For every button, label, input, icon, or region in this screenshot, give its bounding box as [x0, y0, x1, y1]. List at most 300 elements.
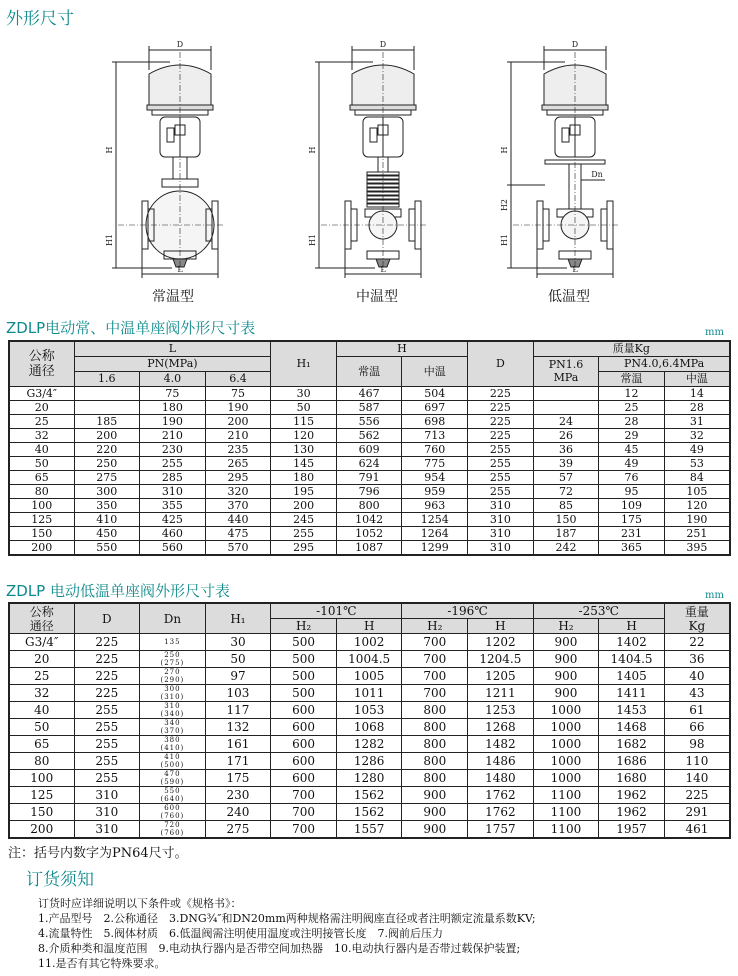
- table-cell: 1282: [336, 736, 402, 753]
- table-cell: 251: [664, 526, 730, 540]
- table-cell: 1253: [468, 702, 534, 719]
- table-row: [9, 787, 730, 804]
- table-cell: [140, 821, 206, 839]
- table-cell: 698: [402, 414, 468, 428]
- table-cell: 98: [664, 736, 730, 753]
- table-cell: 65: [9, 736, 74, 753]
- dn-value: 340: [164, 719, 181, 727]
- table-cell: 50: [9, 719, 74, 736]
- table-cell: 370: [205, 498, 271, 512]
- caption-normal: 常温型: [152, 289, 194, 305]
- table-cell: 1204.5: [468, 651, 534, 668]
- table-cell: 100: [9, 770, 74, 787]
- dn-pn64-value: (340): [160, 710, 185, 718]
- table-cell: 713: [402, 428, 468, 442]
- table-cell: 125: [9, 787, 74, 804]
- table-cell: 550: [74, 540, 140, 555]
- table-cell: 150: [9, 804, 74, 821]
- table-row: [9, 702, 730, 719]
- table-cell: 85: [533, 498, 599, 512]
- col-H-196: H: [468, 619, 534, 634]
- dn-pn64-value: (290): [160, 676, 185, 684]
- table-cell: 1405: [599, 668, 665, 685]
- svg-text:D: D: [379, 40, 387, 49]
- svg-text:D: D: [176, 40, 184, 49]
- table-cell: 210: [205, 428, 271, 442]
- order-notice-title: 订货须知: [26, 870, 94, 890]
- dn-pn64-value: (500): [160, 761, 185, 769]
- table-cell: 84: [664, 470, 730, 484]
- table-cell: 190: [140, 414, 206, 428]
- dn-value: 550: [164, 787, 181, 795]
- table-cell: 195: [271, 484, 337, 498]
- table-cell: 587: [336, 400, 402, 414]
- valve-drawing-2: [500, 40, 619, 278]
- table-cell: 36: [533, 442, 599, 456]
- table-cell: 500: [271, 668, 337, 685]
- table2-unit: mm: [705, 590, 724, 601]
- col-H1: H₁: [271, 341, 337, 386]
- table-cell: 49: [599, 456, 665, 470]
- table-cell: 230: [205, 787, 271, 804]
- table-cell: 1068: [336, 719, 402, 736]
- table-cell: 600: [271, 736, 337, 753]
- table-cell: 171: [205, 753, 271, 770]
- table-cell: 900: [402, 821, 468, 839]
- table-cell: 120: [271, 428, 337, 442]
- dn-pn64-value: (410): [160, 744, 185, 752]
- table-cell: 130: [271, 442, 337, 456]
- table-cell: 1557: [336, 821, 402, 839]
- table-cell: 500: [271, 634, 337, 651]
- table-cell: 700: [402, 651, 468, 668]
- table-cell: 175: [599, 512, 665, 526]
- dn-pn64-value: (590): [160, 778, 185, 786]
- dn-value: 380: [164, 736, 181, 744]
- table-cell: 29: [599, 428, 665, 442]
- table-cell: 30: [205, 634, 271, 651]
- table-cell: 1052: [336, 526, 402, 540]
- table-cell: 1000: [533, 719, 599, 736]
- table-row: [9, 753, 730, 770]
- table-cell: 760: [402, 442, 468, 456]
- table-cell: 900: [402, 787, 468, 804]
- col-H2-101: H₂: [271, 619, 337, 634]
- table-cell: 1562: [336, 787, 402, 804]
- svg-text:L: L: [572, 265, 578, 274]
- table-cell: 57: [533, 470, 599, 484]
- table-cell: 250: [74, 456, 140, 470]
- table-cell: 40: [9, 442, 74, 456]
- table-cell: 145: [271, 456, 337, 470]
- table-cell: 225: [74, 651, 140, 668]
- order-notice: [38, 896, 536, 971]
- order-line: 4.流量特性 5.阀体材质 6.低温阀需注明使用温度或注明接管长度 7.阀前后压力: [38, 927, 443, 940]
- table-cell: 900: [533, 685, 599, 702]
- table-cell: 40: [9, 702, 74, 719]
- table-cell: 50: [9, 456, 74, 470]
- table1-title: ZDLP电动常、中温单座阀外形尺寸表: [6, 319, 256, 337]
- dn-value: 410: [164, 753, 181, 761]
- table-cell: 72: [533, 484, 599, 498]
- table-cell: 1402: [599, 634, 665, 651]
- table-cell: 120: [664, 498, 730, 512]
- table-cell: 32: [9, 428, 74, 442]
- table-cell: 30: [271, 386, 337, 400]
- table-cell: 100: [9, 498, 74, 512]
- table-cell: 1042: [336, 512, 402, 526]
- table-cell: [533, 386, 599, 400]
- table-cell: [140, 787, 206, 804]
- table-cell: 300: [74, 484, 140, 498]
- table-cell: 1762: [468, 787, 534, 804]
- table-cell: [140, 651, 206, 668]
- col-H-253: H: [599, 619, 665, 634]
- valve-drawing-1: [308, 40, 427, 278]
- table-cell: 255: [74, 719, 140, 736]
- table-cell: 242: [533, 540, 599, 555]
- table-cell: 1957: [599, 821, 665, 839]
- table-cell: 76: [599, 470, 665, 484]
- table-cell: 109: [599, 498, 665, 512]
- table-cell: [74, 400, 140, 414]
- footnote: 注：括号内数字为PN64尺寸。: [8, 846, 188, 861]
- dn-value: 300: [164, 685, 181, 693]
- table-cell: 560: [140, 540, 206, 555]
- table-cell: 200: [271, 498, 337, 512]
- table-cell: 255: [468, 470, 534, 484]
- table-cell: 475: [205, 526, 271, 540]
- table-cell: 700: [271, 804, 337, 821]
- table-cell: 1005: [336, 668, 402, 685]
- table-cell: 395: [664, 540, 730, 555]
- table-cell: 20: [9, 400, 74, 414]
- table-cell: 28: [664, 400, 730, 414]
- table1-unit: mm: [705, 327, 724, 338]
- table-cell: [140, 719, 206, 736]
- table-cell: 161: [205, 736, 271, 753]
- table-cell: 1299: [402, 540, 468, 555]
- table-cell: 310: [468, 540, 534, 555]
- table-cell: 1404.5: [599, 651, 665, 668]
- svg-text:H2: H2: [500, 198, 509, 212]
- col-D: D: [468, 341, 534, 386]
- table-cell: 1762: [468, 804, 534, 821]
- table-cell: 1686: [599, 753, 665, 770]
- svg-text:H1: H1: [308, 233, 317, 247]
- table-cell: 36: [664, 651, 730, 668]
- table-cell: 1087: [336, 540, 402, 555]
- table-cell: 1453: [599, 702, 665, 719]
- table-cell: 310: [74, 821, 140, 839]
- table-cell: 1205: [468, 668, 534, 685]
- table-cell: 310: [468, 526, 534, 540]
- svg-text:H: H: [308, 146, 317, 154]
- svg-text:H: H: [500, 146, 509, 154]
- svg-text:H1: H1: [500, 233, 509, 247]
- table-cell: 225: [74, 685, 140, 702]
- table-cell: 1053: [336, 702, 402, 719]
- table-cell: 66: [664, 719, 730, 736]
- table-cell: 1962: [599, 804, 665, 821]
- table-row: [9, 770, 730, 787]
- col-pn-mpa: PN(MPa): [74, 356, 271, 371]
- table-cell: 291: [664, 804, 730, 821]
- dn-pn64-value: (370): [160, 727, 185, 735]
- table-cell: 1000: [533, 753, 599, 770]
- table-cell: 800: [402, 753, 468, 770]
- table-cell: 562: [336, 428, 402, 442]
- svg-text:L: L: [380, 265, 386, 274]
- table-cell: 190: [664, 512, 730, 526]
- table-cell: 200: [205, 414, 271, 428]
- table-cell: [533, 400, 599, 414]
- table-row: [9, 400, 730, 414]
- table-cell: 700: [402, 668, 468, 685]
- dn-value: 720: [164, 821, 181, 829]
- table-cell: [140, 736, 206, 753]
- table-cell: 140: [664, 770, 730, 787]
- col-nominal: 公称 通径: [9, 603, 74, 634]
- col-D: D: [74, 603, 140, 634]
- col-weight: 重量 Kg: [664, 603, 730, 634]
- table-cell: 80: [9, 753, 74, 770]
- table-cell: 24: [533, 414, 599, 428]
- table-cell: 800: [402, 702, 468, 719]
- normal-medium-temp-dimension-table: [8, 340, 731, 556]
- col-H: H: [336, 341, 467, 356]
- table-cell: 180: [271, 470, 337, 484]
- table-cell: 225: [468, 414, 534, 428]
- dn-value: 310: [164, 702, 181, 710]
- table-row: [9, 634, 730, 651]
- dn-value: 600: [164, 804, 181, 812]
- table-cell: G3/4″: [9, 634, 74, 651]
- table-cell: 1468: [599, 719, 665, 736]
- table-cell: G3/4″: [9, 386, 74, 400]
- table-cell: 1202: [468, 634, 534, 651]
- table-cell: 225: [74, 668, 140, 685]
- table-cell: 959: [402, 484, 468, 498]
- table-cell: 240: [205, 804, 271, 821]
- table-cell: 1000: [533, 736, 599, 753]
- table-cell: 1411: [599, 685, 665, 702]
- dn-pn64-value: (275): [160, 659, 185, 667]
- table-cell: 245: [271, 512, 337, 526]
- table-cell: 700: [271, 787, 337, 804]
- table-cell: 225: [74, 634, 140, 651]
- table-cell: 600: [271, 753, 337, 770]
- col-t101: -101℃: [271, 603, 402, 619]
- dn-pn64-value: (760): [160, 829, 185, 837]
- table-cell: 310: [74, 804, 140, 821]
- table-cell: 791: [336, 470, 402, 484]
- table-cell: 255: [271, 526, 337, 540]
- table-cell: 310: [74, 787, 140, 804]
- table-row: [9, 442, 730, 456]
- caption-low: 低温型: [548, 289, 590, 305]
- table-cell: 440: [205, 512, 271, 526]
- table-cell: 200: [9, 821, 74, 839]
- table-cell: 255: [468, 442, 534, 456]
- dn-pn64-value: (640): [160, 795, 185, 803]
- table-cell: 504: [402, 386, 468, 400]
- table-cell: 50: [271, 400, 337, 414]
- table-cell: 609: [336, 442, 402, 456]
- col-pn16: 1.6: [74, 371, 140, 386]
- table-cell: 75: [205, 386, 271, 400]
- table-cell: 255: [74, 736, 140, 753]
- table-cell: 800: [336, 498, 402, 512]
- table-cell: 900: [533, 634, 599, 651]
- svg-text:H1: H1: [105, 233, 114, 247]
- table-cell: 1100: [533, 804, 599, 821]
- table-cell: [140, 702, 206, 719]
- table-cell: 700: [271, 821, 337, 839]
- dn-pn64-value: (760): [160, 812, 185, 820]
- table-cell: 97: [205, 668, 271, 685]
- dn-value: 250: [164, 651, 181, 659]
- col-H2-253: H₂: [533, 619, 599, 634]
- table-cell: 225: [664, 787, 730, 804]
- table-cell: 231: [599, 526, 665, 540]
- table-cell: 1004.5: [336, 651, 402, 668]
- valve-drawing-0: [105, 40, 224, 278]
- table-cell: 175: [205, 770, 271, 787]
- table-cell: 1286: [336, 753, 402, 770]
- table-cell: 110: [664, 753, 730, 770]
- order-line: 11.是否有其它特殊要求。: [38, 957, 166, 970]
- table-cell: 12: [599, 386, 665, 400]
- table-cell: 45: [599, 442, 665, 456]
- table-row: [9, 456, 730, 470]
- table-cell: 1482: [468, 736, 534, 753]
- table-cell: 1280: [336, 770, 402, 787]
- col-t253: -253℃: [533, 603, 664, 619]
- table-cell: 32: [664, 428, 730, 442]
- col-w-medium: 中温: [664, 371, 730, 386]
- table-cell: 49: [664, 442, 730, 456]
- col-nominal: 公称 通径: [9, 341, 74, 386]
- table-cell: 125: [9, 512, 74, 526]
- table-cell: 285: [140, 470, 206, 484]
- table-cell: [140, 804, 206, 821]
- table-row: [9, 428, 730, 442]
- table-cell: 954: [402, 470, 468, 484]
- table-cell: 310: [140, 484, 206, 498]
- table-cell: [74, 386, 140, 400]
- col-pn64: 6.4: [205, 371, 271, 386]
- low-temp-dimension-table: [8, 602, 731, 839]
- table-cell: 25: [9, 668, 74, 685]
- table-cell: 25: [9, 414, 74, 428]
- table-cell: 150: [533, 512, 599, 526]
- table-cell: 117: [205, 702, 271, 719]
- table-cell: 295: [271, 540, 337, 555]
- table-row: [9, 719, 730, 736]
- table-cell: 1486: [468, 753, 534, 770]
- table-row: [9, 414, 730, 428]
- table-row: [9, 685, 730, 702]
- svg-text:D: D: [571, 40, 579, 49]
- table-cell: 900: [402, 804, 468, 821]
- table-cell: 1254: [402, 512, 468, 526]
- table-cell: 255: [74, 770, 140, 787]
- table-row: [9, 498, 730, 512]
- table-cell: 80: [9, 484, 74, 498]
- col-H-101: H: [336, 619, 402, 634]
- table-cell: 230: [140, 442, 206, 456]
- table-row: [9, 512, 730, 526]
- table-cell: 355: [140, 498, 206, 512]
- dn-value: 135: [164, 638, 181, 646]
- col-H2-196: H₂: [402, 619, 468, 634]
- table-cell: 697: [402, 400, 468, 414]
- table-cell: 350: [74, 498, 140, 512]
- table-cell: 39: [533, 456, 599, 470]
- table-cell: 310: [468, 498, 534, 512]
- table-cell: 225: [468, 400, 534, 414]
- col-H-normal: 常温: [336, 356, 402, 386]
- table-cell: [140, 634, 206, 651]
- table-cell: 28: [599, 414, 665, 428]
- page-title: 外形尺寸: [6, 9, 74, 29]
- table-cell: 796: [336, 484, 402, 498]
- col-w-normal: 常温: [599, 371, 665, 386]
- table-cell: 1268: [468, 719, 534, 736]
- table-cell: 40: [664, 668, 730, 685]
- order-line: 订货时应详细说明以下条件或《规格书》：: [38, 897, 242, 910]
- order-line: 1.产品型号 2.公称通径 3.DNG¾″和DN20mm两种规格需注明阀座直径或者注明额定流量系数KV;: [38, 912, 536, 925]
- table-row: [9, 804, 730, 821]
- table-cell: 50: [205, 651, 271, 668]
- table-cell: 220: [74, 442, 140, 456]
- table-cell: 103: [205, 685, 271, 702]
- table-cell: 295: [205, 470, 271, 484]
- table-row: [9, 386, 730, 400]
- table-cell: 32: [9, 685, 74, 702]
- table-cell: 26: [533, 428, 599, 442]
- table-cell: 410: [74, 512, 140, 526]
- table-cell: 700: [402, 685, 468, 702]
- table-cell: 200: [9, 540, 74, 555]
- table-cell: 31: [664, 414, 730, 428]
- table-cell: 1011: [336, 685, 402, 702]
- table-row: [9, 470, 730, 484]
- col-w-pn16: PN1.6 MPa: [533, 356, 599, 386]
- table-cell: 600: [271, 719, 337, 736]
- table-cell: [140, 668, 206, 685]
- table-cell: 963: [402, 498, 468, 512]
- table-cell: 75: [140, 386, 206, 400]
- table-cell: 556: [336, 414, 402, 428]
- table-cell: 25: [599, 400, 665, 414]
- col-t196: -196℃: [402, 603, 533, 619]
- table-cell: 570: [205, 540, 271, 555]
- svg-text:L: L: [177, 265, 183, 274]
- col-Dn: Dn: [140, 603, 206, 634]
- table-cell: 1962: [599, 787, 665, 804]
- table-cell: 20: [9, 651, 74, 668]
- table-cell: 210: [140, 428, 206, 442]
- table-row: [9, 484, 730, 498]
- table-cell: 255: [468, 456, 534, 470]
- table-cell: 500: [271, 685, 337, 702]
- caption-medium: 中温型: [356, 289, 398, 305]
- table-cell: 600: [271, 702, 337, 719]
- table-cell: 1100: [533, 821, 599, 839]
- table-cell: 775: [402, 456, 468, 470]
